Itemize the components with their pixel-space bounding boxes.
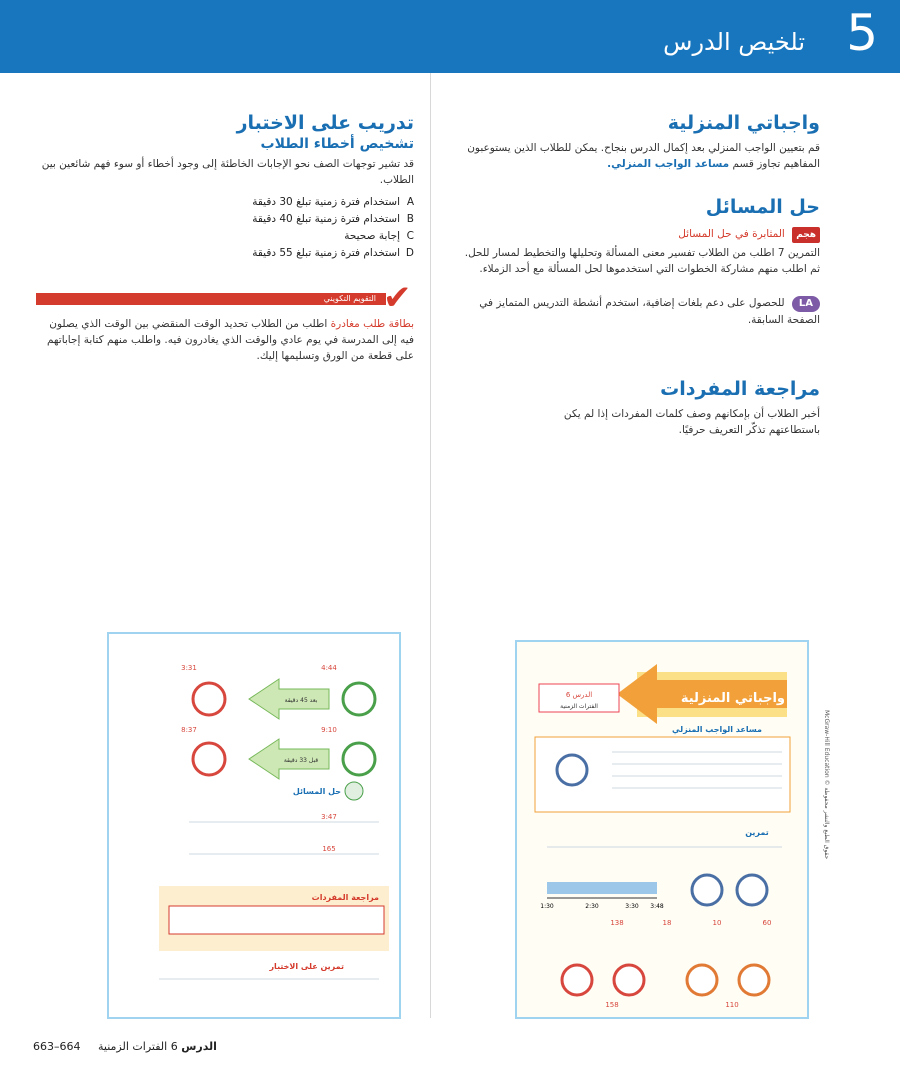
lesson-step-number: 5	[846, 4, 878, 62]
answer-option-d	[34, 245, 414, 262]
option-text: إجابة صحيحة	[344, 230, 400, 242]
practice-clock	[737, 875, 767, 905]
student-page-right-art	[517, 642, 807, 1017]
practice-clock	[692, 875, 722, 905]
exercise-clock	[193, 743, 225, 775]
student-page-thumbnail-left	[107, 632, 401, 1019]
exercise-clock	[343, 743, 375, 775]
practice-clock	[687, 965, 717, 995]
test-practice-title: تدريب على الاختبار	[236, 112, 414, 134]
practice-clock	[562, 965, 592, 995]
thumb-lesson-label: الدرس 6	[565, 691, 593, 699]
exercise-clock	[343, 683, 375, 715]
exit-ticket-body: اطلب من الطلاب تحديد الوقت المنقضي بين الوقت الذي يصلون فيه إلى المدرسة في يوم عادي والوقت الذي يغادرون فيه. واطلب منهم كتابة إجاباتهم على قطعة من الورق وتسليمها إليك.	[46, 318, 414, 362]
timeline-tick: 2:30	[585, 903, 599, 910]
thumb-time: 4:44	[321, 664, 337, 672]
problem-solving-subtitle: المثابرة في حل المسائل	[678, 228, 785, 240]
homework-helper-link[interactable]: مساعد الواجب المنزلي.	[607, 158, 730, 170]
column-divider	[430, 73, 431, 1018]
la-badge: LA	[792, 296, 820, 312]
thumb-problem-solving-title: حل المسائل	[292, 787, 341, 796]
footer-lesson-title: الفترات الزمنية	[98, 1040, 168, 1053]
footer-lesson-number: 6	[170, 1040, 178, 1053]
timeline-tick: 3:30	[625, 903, 639, 910]
thumb-lesson-sub: الفترات الزمنية	[560, 703, 598, 710]
diagnose-errors-subtitle: تشخيص أخطاء الطلاب	[260, 136, 414, 152]
arrow-label: قبل 33 دقيقة	[283, 757, 319, 764]
arrow-label: بعد 45 دقيقة	[284, 697, 318, 704]
student-page-thumbnail-right	[515, 640, 809, 1019]
homework-section	[460, 112, 820, 172]
problem-solving-subheading	[460, 226, 820, 243]
checkmark-icon: ✔	[383, 278, 412, 318]
thumb-test-title: تمرين على الاختبار	[269, 962, 344, 971]
diagnose-errors-text: قد تشير توجهات الصف نحو الإجابات الخاطئة إلى وجود أخطاء أو سوء فهم شائعين بين الطلاب.	[41, 158, 414, 186]
answer-option-a	[34, 194, 414, 211]
footer-lesson-label: الدرس	[181, 1040, 217, 1053]
vocabulary-title: مراجعة المفردات	[660, 378, 820, 400]
thumb-answer: 18	[662, 919, 672, 927]
practice-tag: هجم	[792, 227, 820, 243]
footer-pages: 663–664	[33, 1040, 81, 1053]
thumb-practice-title: تمرين	[745, 828, 769, 837]
answer-option-c	[34, 228, 414, 245]
thumb-answer: 3:47	[321, 813, 337, 821]
thumb-time: 9:10	[321, 726, 337, 734]
student-page-left-art	[109, 634, 399, 1017]
page-footer	[33, 1040, 217, 1053]
thumb-answer: 165	[322, 845, 336, 853]
timeline-bar	[547, 882, 657, 894]
thumb-answer: 110	[725, 1001, 739, 1009]
answer-option-b	[34, 211, 414, 228]
option-text: استخدام فترة زمنية تبلغ 40 دقيقة	[252, 213, 400, 225]
practice-clock	[614, 965, 644, 995]
formative-assessment-bar	[36, 293, 386, 305]
practice-clock	[739, 965, 769, 995]
problem-solving-icon	[345, 782, 363, 800]
problem-solving-title: حل المسائل	[705, 196, 820, 218]
footer-lesson-info	[98, 1040, 217, 1053]
copyright-vertical-text: McGraw-Hill Education © حقوق الطبع والنشر محفوظة	[823, 710, 830, 860]
formative-assessment-label: التقويم التكويني	[323, 294, 376, 303]
answer-options-list	[34, 194, 414, 262]
exit-ticket-section	[34, 316, 414, 364]
lesson-header-banner	[0, 0, 900, 73]
exit-ticket-text	[34, 316, 414, 364]
timeline-tick: 3:48	[650, 903, 664, 910]
vocab-box	[169, 906, 384, 934]
thumb-helper-title: مساعد الواجب المنزلي	[672, 725, 762, 734]
lesson-header-title: تلخيص الدرس	[663, 28, 805, 56]
option-letter: C	[406, 230, 414, 242]
la-text: للحصول على دعم بلغات إضافية، استخدم أنشطة التدريس المتمايز في الصفحة السابقة.	[479, 297, 820, 326]
thumb-answer: 60	[762, 919, 772, 927]
problem-solving-section	[460, 196, 820, 328]
helper-clock	[557, 755, 587, 785]
option-text: استخدام فترة زمنية تبلغ 30 دقيقة	[252, 196, 400, 208]
thumb-time: 3:31	[181, 664, 197, 672]
option-text: استخدام فترة زمنية تبلغ 55 دقيقة	[252, 247, 400, 259]
vocabulary-review-section	[460, 378, 820, 438]
option-letter: A	[406, 196, 414, 208]
thumb-answer: 10	[712, 919, 722, 927]
thumb-answer: 158	[605, 1001, 619, 1009]
exit-ticket-lead: بطاقة طلب مغادرة	[330, 318, 414, 330]
thumb-vocab-title: مراجعة المفردات	[311, 893, 379, 902]
thumb-banner-title: واجباتي المنزلية	[680, 691, 785, 706]
thumb-time: 8:37	[181, 726, 197, 734]
option-letter: B	[406, 213, 414, 225]
homework-text	[460, 140, 820, 172]
homework-title: واجباتي المنزلية	[667, 112, 820, 134]
problem-solving-text: التمرين 7 اطلب من الطلاب تفسير معنى المسألة وتحليلها والتخطيط لمسار للحل. ثم اطلب منهم مشاركة الخطوات التي استخدموها لحل المسألة مع أحد الزملاء.	[464, 247, 820, 275]
option-letter: D	[405, 247, 414, 259]
exercise-clock	[193, 683, 225, 715]
la-support	[460, 295, 820, 328]
vocabulary-text: أخبر الطلاب أن بإمكانهم وصف كلمات المفردات إذا لم يكن باستطاعتهم تذكّر التعريف حرفيًا.	[563, 408, 820, 436]
thumb-answer: 138	[610, 919, 624, 927]
timeline-tick: 1:30	[540, 903, 554, 910]
test-practice-section	[34, 112, 414, 262]
homework-body: قم بتعيين الواجب المنزلي بعد إكمال الدرس بنجاح. يمكن للطلاب الذين يستوعبون المفاهيم تجاوز قسم	[467, 142, 820, 170]
